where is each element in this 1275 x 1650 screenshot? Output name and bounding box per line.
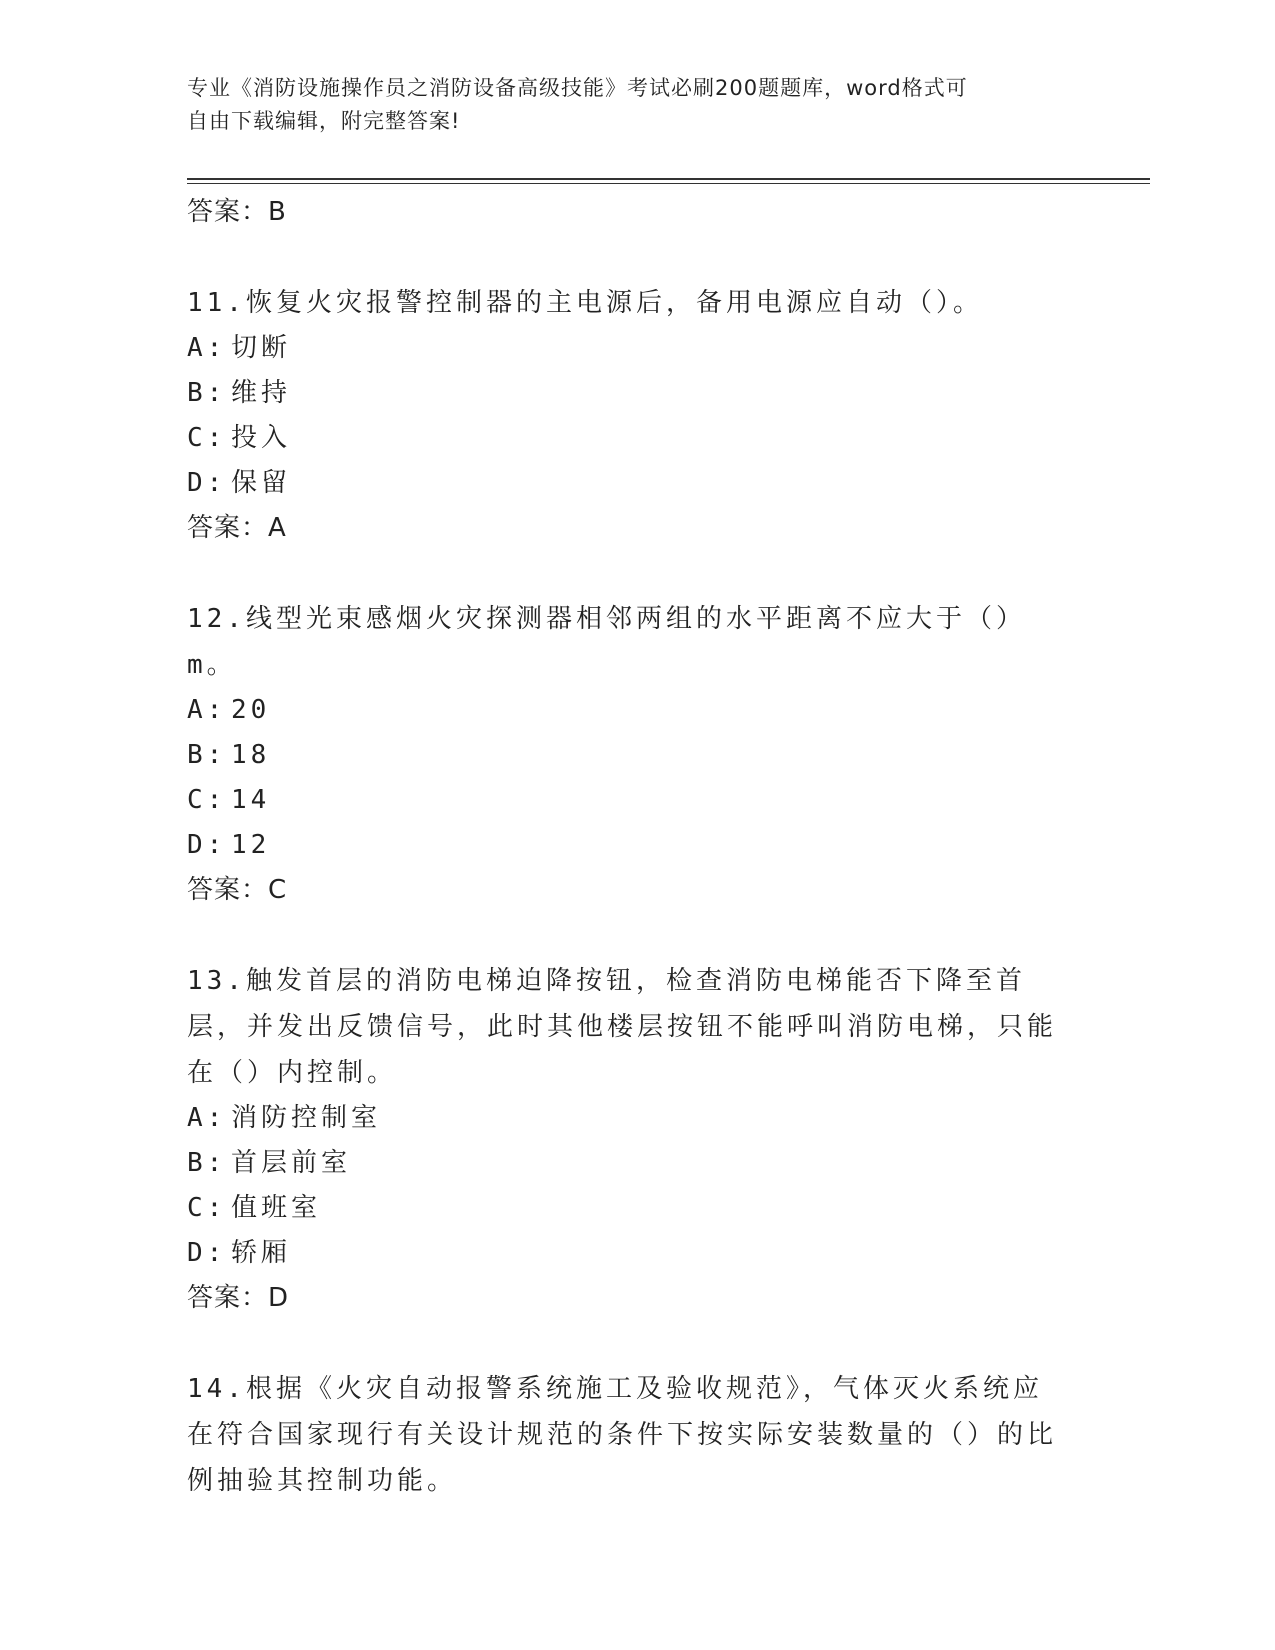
option-key: A: [187,695,227,725]
document-body [187,190,1087,1504]
answer-line: 答案：D [187,1283,290,1313]
option-c [187,778,1087,823]
question-stem: 13.触发首层的消防电梯迫降按钮，检查消防电梯能否下降至首层，并发出反馈信号，此时其他楼层按钮不能呼叫消防电梯，只能在（）内控制。 [187,966,1058,1088]
option-key: A: [187,1103,227,1133]
answer-line: 答案：B [187,197,287,227]
question-stem: 11.恢复火灾报警控制器的主电源后，备用电源应自动（）。 [187,288,983,318]
option-text: 切断 [231,333,292,363]
header-rule-thick [187,178,1150,180]
question-12 [187,596,1087,912]
option-key: C: [187,423,227,453]
option-b [187,1141,1087,1186]
answer-line: 答案：A [187,513,287,543]
option-text: 14 [231,785,271,815]
option-text: 维持 [231,378,292,408]
option-key: A: [187,333,227,363]
option-text: 值班室 [231,1193,322,1223]
question-13 [187,958,1087,1320]
option-a [187,326,1087,371]
option-text: 首层前室 [231,1148,352,1178]
option-key: D: [187,468,227,498]
option-key: C: [187,785,227,815]
option-text: 12 [231,830,271,860]
option-key: C: [187,1193,227,1223]
option-text: 消防控制室 [231,1103,382,1133]
document-header [187,72,1067,138]
option-text: 投入 [231,423,292,453]
option-text: 20 [231,695,271,725]
option-b [187,371,1087,416]
option-text: 轿厢 [231,1238,292,1268]
option-d [187,1231,1087,1276]
option-c [187,416,1087,461]
option-key: B: [187,378,227,408]
option-a [187,1096,1087,1141]
header-rule-thin [187,183,1150,184]
option-text: 保留 [231,468,292,498]
question-stem: 12.线型光束感烟火灾探测器相邻两组的水平距离不应大于（）m。 [187,604,1026,680]
option-b [187,733,1087,778]
question-11 [187,280,1087,550]
option-d [187,461,1087,506]
option-text: 18 [231,740,271,770]
header-line-1: 专业《消防设施操作员之消防设备高级技能》考试必刷200题题库，word格式可 [187,76,968,100]
question-14 [187,1366,1087,1504]
option-key: B: [187,740,227,770]
header-line-2: 自由下载编辑，附完整答案! [187,109,461,133]
option-a [187,688,1087,733]
question-stem: 14.根据《火灾自动报警系统施工及验收规范》，气体灭火系统应在符合国家现行有关设计规范的条件下按实际安装数量的（）的比例抽验其控制功能。 [187,1374,1058,1496]
option-c [187,1186,1087,1231]
option-key: D: [187,1238,227,1268]
option-d [187,823,1087,868]
option-key: D: [187,830,227,860]
option-key: B: [187,1148,227,1178]
answer-line: 答案：C [187,875,288,905]
